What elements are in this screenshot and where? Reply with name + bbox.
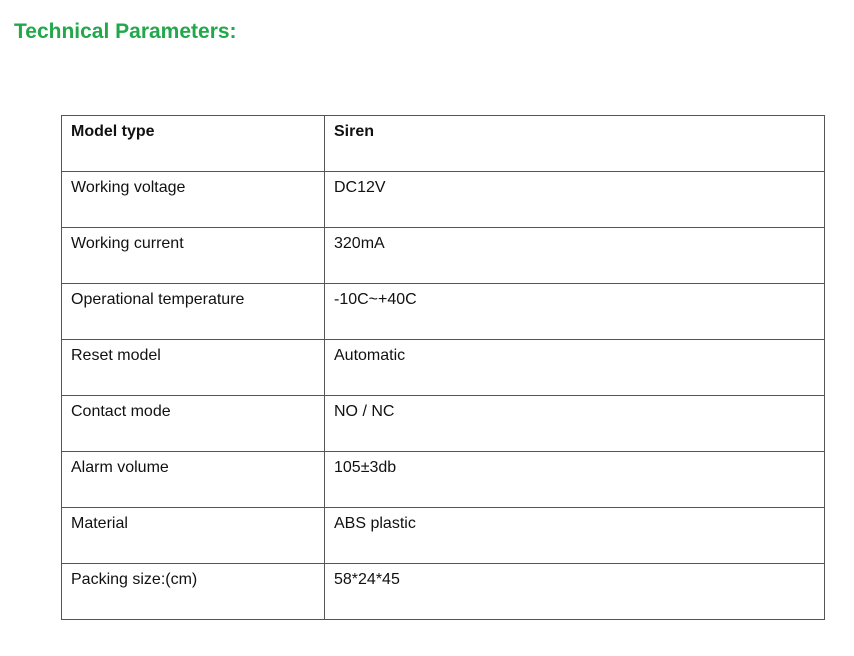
value-text: NO / NC — [334, 403, 395, 420]
value-text: 320mA — [334, 235, 385, 252]
value-text: 58*24*45 — [334, 571, 400, 588]
table-row — [62, 508, 825, 564]
param-text: Reset model — [71, 347, 161, 364]
section-title: Technical Parameters: — [14, 20, 237, 43]
param-text: Contact mode — [71, 403, 171, 420]
value-cell — [325, 564, 825, 620]
param-cell — [62, 284, 325, 340]
header-value-text: Siren — [334, 123, 375, 140]
param-cell — [62, 340, 325, 396]
header-cell-param — [62, 116, 325, 172]
value-cell — [325, 284, 825, 340]
value-cell — [325, 172, 825, 228]
value-cell — [325, 228, 825, 284]
value-cell — [325, 396, 825, 452]
table-row — [62, 564, 825, 620]
value-cell — [325, 452, 825, 508]
table-row — [62, 284, 825, 340]
param-text: Operational temperature — [71, 291, 245, 308]
table-header-row — [62, 116, 825, 172]
table-row — [62, 228, 825, 284]
param-cell — [62, 452, 325, 508]
table-row — [62, 396, 825, 452]
value-text: DC12V — [334, 179, 386, 196]
header-param-text: Model type — [71, 123, 155, 140]
value-cell — [325, 340, 825, 396]
param-cell — [62, 396, 325, 452]
param-text: Working voltage — [71, 179, 186, 196]
table-row — [62, 452, 825, 508]
value-cell — [325, 508, 825, 564]
value-text: -10C~+40C — [334, 291, 417, 308]
value-text: 105±3db — [334, 459, 397, 476]
param-cell — [62, 508, 325, 564]
param-cell — [62, 564, 325, 620]
param-text: Packing size:(cm) — [71, 571, 198, 588]
header-cell-value — [325, 116, 825, 172]
param-text: Material — [71, 515, 128, 532]
param-text: Alarm volume — [71, 459, 169, 476]
value-text: ABS plastic — [334, 515, 416, 532]
param-text: Working current — [71, 235, 184, 252]
table-row — [62, 340, 825, 396]
table-row — [62, 172, 825, 228]
value-text: Automatic — [334, 347, 406, 364]
param-cell — [62, 228, 325, 284]
param-cell — [62, 172, 325, 228]
technical-parameters-table — [61, 115, 825, 620]
